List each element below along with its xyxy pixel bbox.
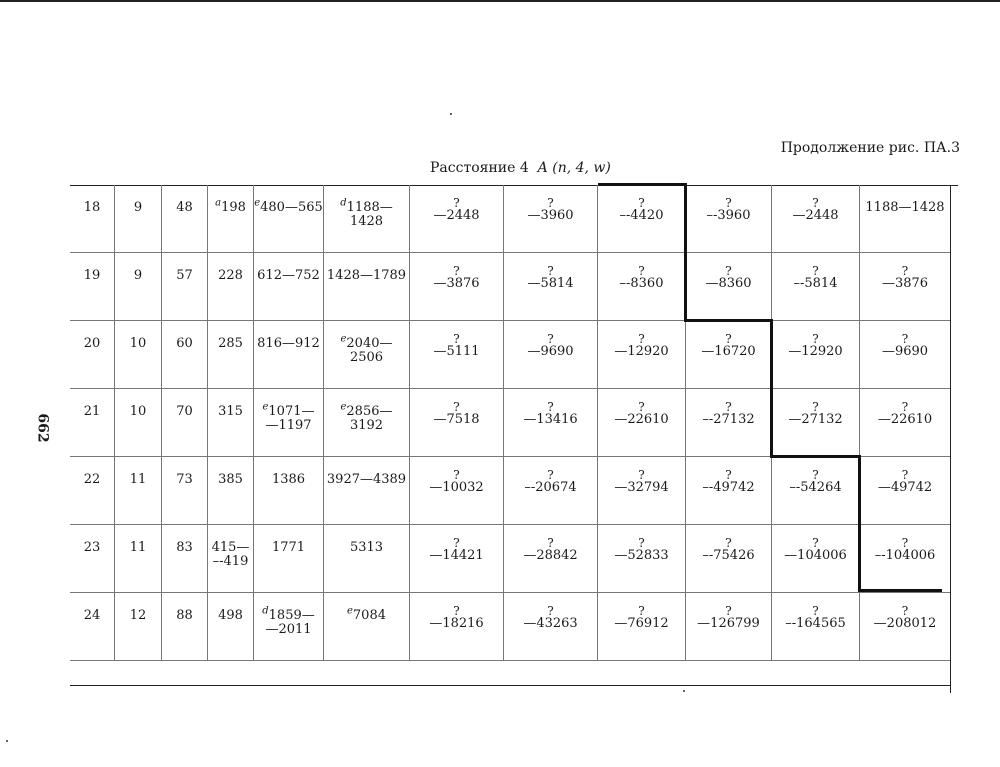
- unknown-mark: ?: [638, 468, 645, 482]
- table-cell-c6: [324, 321, 410, 389]
- cell-value-continued: —2011: [265, 622, 312, 637]
- cell-value: —43263: [523, 616, 578, 631]
- continuation-label: Продолжение рис. ПА.3: [780, 140, 960, 156]
- table-cell-c5: [254, 389, 324, 457]
- cell-value: 1386: [271, 472, 306, 487]
- table-cell-c12: [860, 593, 950, 661]
- table-cell-c3: [162, 525, 208, 593]
- unknown-mark: ?: [453, 332, 460, 346]
- unknown-mark: ?: [725, 196, 732, 210]
- cell-value: —22610: [877, 412, 933, 427]
- boundary-line: [684, 183, 687, 319]
- cell-value: —27132: [788, 412, 843, 427]
- cell-value: 1859—: [268, 608, 315, 623]
- footnote-mark: d: [340, 197, 347, 209]
- unknown-mark: ?: [547, 468, 554, 482]
- cell-value: —12920: [788, 344, 843, 359]
- cell-value: —208012: [873, 616, 937, 631]
- table-cell-c3: [162, 253, 208, 321]
- unknown-mark: ?: [638, 264, 645, 278]
- cell-value: 20: [83, 336, 101, 351]
- cell-value: 10: [129, 336, 147, 351]
- unknown-mark: ?: [812, 536, 819, 550]
- cell-value: —8360: [705, 276, 752, 291]
- cell-value: —104006: [784, 548, 847, 563]
- boundary-line: [598, 183, 686, 186]
- cell-value: 2856—3192: [346, 404, 393, 433]
- table-cell-c7: [410, 185, 504, 253]
- table-cell-c10: [686, 457, 772, 525]
- table-cell-c4: [208, 185, 254, 253]
- unknown-mark: ?: [812, 604, 819, 618]
- table-cell-c12: [860, 185, 950, 253]
- cell-value: —5111: [433, 344, 480, 359]
- table-cell-c7: [410, 321, 504, 389]
- cell-value-continued: —1197: [265, 418, 312, 433]
- table-cell-c3: [162, 185, 208, 253]
- table-row: [70, 321, 950, 389]
- cell-value: –-54264: [789, 480, 842, 495]
- table-cell-c6: [324, 185, 410, 253]
- cell-value: 21: [83, 404, 101, 419]
- table-right-border: [950, 185, 951, 693]
- cell-value: 11: [129, 540, 147, 555]
- unknown-mark: ?: [812, 196, 819, 210]
- cell-value: 10: [129, 404, 147, 419]
- table-cell-c6: [324, 389, 410, 457]
- table-cell-c9: [598, 457, 686, 525]
- cell-value: 1428—1789: [326, 268, 407, 283]
- unknown-mark: ?: [638, 332, 645, 346]
- table-cell-c8: [504, 321, 598, 389]
- table-cell-n: [70, 185, 115, 253]
- table-row: [70, 389, 950, 457]
- cell-value: —12920: [614, 344, 669, 359]
- table-cell-c5: [254, 185, 324, 253]
- boundary-line: [770, 455, 860, 458]
- table-cell-c2: [115, 525, 162, 593]
- footnote-mark: e: [340, 333, 347, 345]
- cell-value: 315: [218, 404, 243, 419]
- unknown-mark: ?: [812, 400, 819, 414]
- cell-value: —18216: [429, 616, 484, 631]
- table-row: [70, 253, 950, 321]
- table-cell-c11: [772, 457, 860, 525]
- table-cell-c5: [254, 457, 324, 525]
- table-cell-c7: [410, 389, 504, 457]
- table-cell-c4: [208, 593, 254, 661]
- cell-value: 612—752: [257, 268, 320, 283]
- table-cell-c5: [254, 525, 324, 593]
- unknown-mark: ?: [901, 332, 909, 346]
- cell-value: –-27132: [702, 412, 755, 427]
- cell-value: –-5814: [793, 276, 838, 291]
- table-cell-c5: [254, 321, 324, 389]
- table-cell-c9: [598, 389, 686, 457]
- table-cell-c9: [598, 253, 686, 321]
- cell-value: 83: [176, 540, 193, 555]
- table-cell-c11: [772, 593, 860, 661]
- table-cell-c11: [772, 185, 860, 253]
- table-cell-c4: [208, 457, 254, 525]
- table-cell-c8: [504, 389, 598, 457]
- table-row: [70, 185, 950, 253]
- cell-value: 57: [176, 268, 193, 283]
- unknown-mark: ?: [638, 536, 645, 550]
- unknown-mark: ?: [547, 536, 554, 550]
- cell-value-continued: –-419: [212, 554, 249, 569]
- page-top-rule: [0, 0, 1000, 2]
- table-row: [70, 525, 950, 593]
- unknown-mark: ?: [547, 400, 554, 414]
- footnote-mark: e: [262, 401, 269, 413]
- cell-value: 9: [133, 268, 143, 283]
- unknown-mark: ?: [901, 604, 909, 618]
- cell-value: —28842: [523, 548, 578, 563]
- unknown-mark: ?: [725, 604, 732, 618]
- cell-value: 198: [221, 200, 246, 215]
- cell-value: —13416: [523, 412, 578, 427]
- unknown-mark: ?: [901, 264, 909, 278]
- table-row: [70, 457, 950, 525]
- table-cell-c11: [772, 525, 860, 593]
- cell-value: –-8360: [619, 276, 664, 291]
- table-cell-c7: [410, 253, 504, 321]
- table-cell-n: [70, 593, 115, 661]
- page-number: 662: [34, 413, 51, 443]
- caption-symbol: A: [537, 160, 548, 176]
- table-cell-c4: [208, 253, 254, 321]
- cell-value: —3960: [527, 208, 574, 223]
- table-cell-c7: [410, 593, 504, 661]
- unknown-mark: ?: [901, 536, 909, 550]
- table-cell-c2: [115, 253, 162, 321]
- cell-value: 480—565: [260, 200, 323, 215]
- unknown-mark: ?: [638, 196, 645, 210]
- table-cell-c12: [860, 389, 950, 457]
- unknown-mark: ?: [453, 536, 460, 550]
- cell-value: 73: [176, 472, 193, 487]
- table-cell-c4: [208, 321, 254, 389]
- unknown-mark: ?: [547, 264, 554, 278]
- cell-value: 70: [176, 404, 193, 419]
- cell-value: 48: [176, 200, 193, 215]
- unknown-mark: ?: [812, 332, 819, 346]
- cell-value: –-164565: [785, 616, 846, 631]
- cell-value: —2448: [433, 208, 480, 223]
- cell-value: –-75426: [702, 548, 755, 563]
- cell-value: —52833: [614, 548, 669, 563]
- unknown-mark: ?: [547, 604, 554, 618]
- unknown-mark: ?: [901, 468, 909, 482]
- table-cell-c12: [860, 457, 950, 525]
- table-cell-c11: [772, 253, 860, 321]
- cell-value: 88: [176, 608, 193, 623]
- unknown-mark: ?: [725, 536, 732, 550]
- cell-value: –-20674: [524, 480, 577, 495]
- unknown-mark: ?: [547, 332, 554, 346]
- table-cell-c12: [860, 525, 950, 593]
- cell-value: 5313: [349, 540, 384, 555]
- cell-value: 228: [218, 268, 243, 283]
- table-row: [70, 593, 950, 661]
- cell-value: —76912: [614, 616, 669, 631]
- unknown-mark: ?: [638, 604, 645, 618]
- cell-value: —32794: [614, 480, 669, 495]
- table-cell-c4: [208, 389, 254, 457]
- table-cell-c8: [504, 593, 598, 661]
- scan-speck: [450, 113, 452, 115]
- table-cell-c6: [324, 457, 410, 525]
- cell-value: 498: [218, 608, 243, 623]
- table-cell-c10: [686, 525, 772, 593]
- unknown-mark: ?: [812, 264, 819, 278]
- distance-table: [70, 185, 950, 685]
- caption-args: (n, 4, w): [547, 160, 611, 176]
- table-cell-c10: [686, 185, 772, 253]
- cell-value: 60: [176, 336, 193, 351]
- cell-value: —7518: [433, 412, 480, 427]
- cell-value: —14421: [429, 548, 484, 563]
- unknown-mark: ?: [638, 400, 645, 414]
- table-cell-c4: [208, 525, 254, 593]
- table-cell-c10: [686, 321, 772, 389]
- table-cell-c6: [324, 253, 410, 321]
- cell-value: 11: [129, 472, 147, 487]
- cell-value: –-4420: [619, 208, 664, 223]
- table-cell-c10: [686, 389, 772, 457]
- cell-value: —2448: [792, 208, 839, 223]
- table-cell-n: [70, 321, 115, 389]
- table-cell-c2: [115, 457, 162, 525]
- scan-speck: [6, 740, 8, 742]
- table-cell-c8: [504, 185, 598, 253]
- cell-value: 18: [83, 200, 101, 215]
- cell-value: —9690: [527, 344, 574, 359]
- table-cell-c6: [324, 593, 410, 661]
- table-cell-n: [70, 457, 115, 525]
- table-cell-c3: [162, 593, 208, 661]
- cell-value: —126799: [697, 616, 760, 631]
- table-cell-c8: [504, 525, 598, 593]
- cell-value: 9: [133, 200, 143, 215]
- unknown-mark: ?: [725, 400, 732, 414]
- table-cell-n: [70, 253, 115, 321]
- cell-value: —5814: [527, 276, 574, 291]
- cell-value: —9690: [881, 344, 929, 359]
- scan-speck: [683, 690, 685, 692]
- table-cell-c3: [162, 457, 208, 525]
- cell-value: —3876: [433, 276, 480, 291]
- table-cell-c2: [115, 389, 162, 457]
- unknown-mark: ?: [453, 604, 460, 618]
- table-cell-n: [70, 389, 115, 457]
- cell-value: 24: [83, 608, 101, 623]
- footnote-mark: e: [346, 605, 353, 617]
- table-bottom-border: [70, 685, 950, 686]
- cell-value: 385: [218, 472, 243, 487]
- unknown-mark: ?: [453, 264, 460, 278]
- cell-value: —10032: [429, 480, 484, 495]
- cell-value: —3876: [881, 276, 929, 291]
- footnote-mark: e: [254, 197, 261, 209]
- cell-value: 3927—4389: [326, 472, 407, 487]
- cell-value: 1188—1428: [346, 200, 393, 229]
- footnote-mark: a: [215, 197, 222, 209]
- cell-value: 285: [218, 336, 243, 351]
- cell-value: –-3960: [706, 208, 751, 223]
- unknown-mark: ?: [725, 264, 732, 278]
- footnote-mark: e: [340, 401, 347, 413]
- cell-value: 22: [83, 472, 101, 487]
- unknown-mark: ?: [547, 196, 554, 210]
- table-cell-c6: [324, 525, 410, 593]
- table-cell-c12: [860, 253, 950, 321]
- table-cell-c7: [410, 457, 504, 525]
- table-cell-n: [70, 525, 115, 593]
- table-cell-c11: [772, 321, 860, 389]
- boundary-line: [858, 589, 942, 592]
- cell-value: 19: [83, 268, 101, 283]
- table-cell-c2: [115, 185, 162, 253]
- cell-value: 2040—2506: [346, 336, 393, 365]
- table-cell-c8: [504, 457, 598, 525]
- table-cell-c3: [162, 389, 208, 457]
- table-cell-c12: [860, 321, 950, 389]
- unknown-mark: ?: [453, 400, 460, 414]
- boundary-line: [684, 319, 772, 322]
- unknown-mark: ?: [812, 468, 819, 482]
- cell-value: 12: [129, 608, 147, 623]
- cell-value: 415—: [211, 540, 250, 555]
- table-cell-c9: [598, 525, 686, 593]
- table-cell-c9: [598, 185, 686, 253]
- table-cell-c10: [686, 593, 772, 661]
- caption-prefix: Расстояние 4: [430, 160, 538, 176]
- unknown-mark: ?: [901, 400, 909, 414]
- cell-value: 23: [83, 540, 101, 555]
- cell-value: 1771: [271, 540, 306, 555]
- table-cell-c9: [598, 593, 686, 661]
- cell-value: 816—912: [257, 336, 320, 351]
- unknown-mark: ?: [453, 468, 460, 482]
- cell-value: 1071—: [268, 404, 315, 419]
- table-cell-c5: [254, 253, 324, 321]
- table-cell-c8: [504, 253, 598, 321]
- footnote-mark: d: [262, 605, 269, 617]
- table-cell-c2: [115, 321, 162, 389]
- table-caption: [430, 160, 611, 176]
- boundary-line: [858, 455, 861, 591]
- cell-value: –-49742: [702, 480, 755, 495]
- cell-value: 7084: [352, 608, 386, 623]
- table-cell-c11: [772, 389, 860, 457]
- table-cell-c7: [410, 525, 504, 593]
- table-cell-c2: [115, 593, 162, 661]
- table-cell-c10: [686, 253, 772, 321]
- table-cell-c3: [162, 321, 208, 389]
- cell-value: 1188—1428: [865, 200, 945, 215]
- boundary-line: [770, 319, 773, 457]
- cell-value: —49742: [877, 480, 933, 495]
- unknown-mark: ?: [725, 468, 732, 482]
- cell-value: —16720: [701, 344, 756, 359]
- table-cell-c5: [254, 593, 324, 661]
- unknown-mark: ?: [453, 196, 460, 210]
- unknown-mark: ?: [725, 332, 732, 346]
- cell-value: —22610: [614, 412, 669, 427]
- cell-value: –-104006: [874, 548, 936, 563]
- table-cell-c9: [598, 321, 686, 389]
